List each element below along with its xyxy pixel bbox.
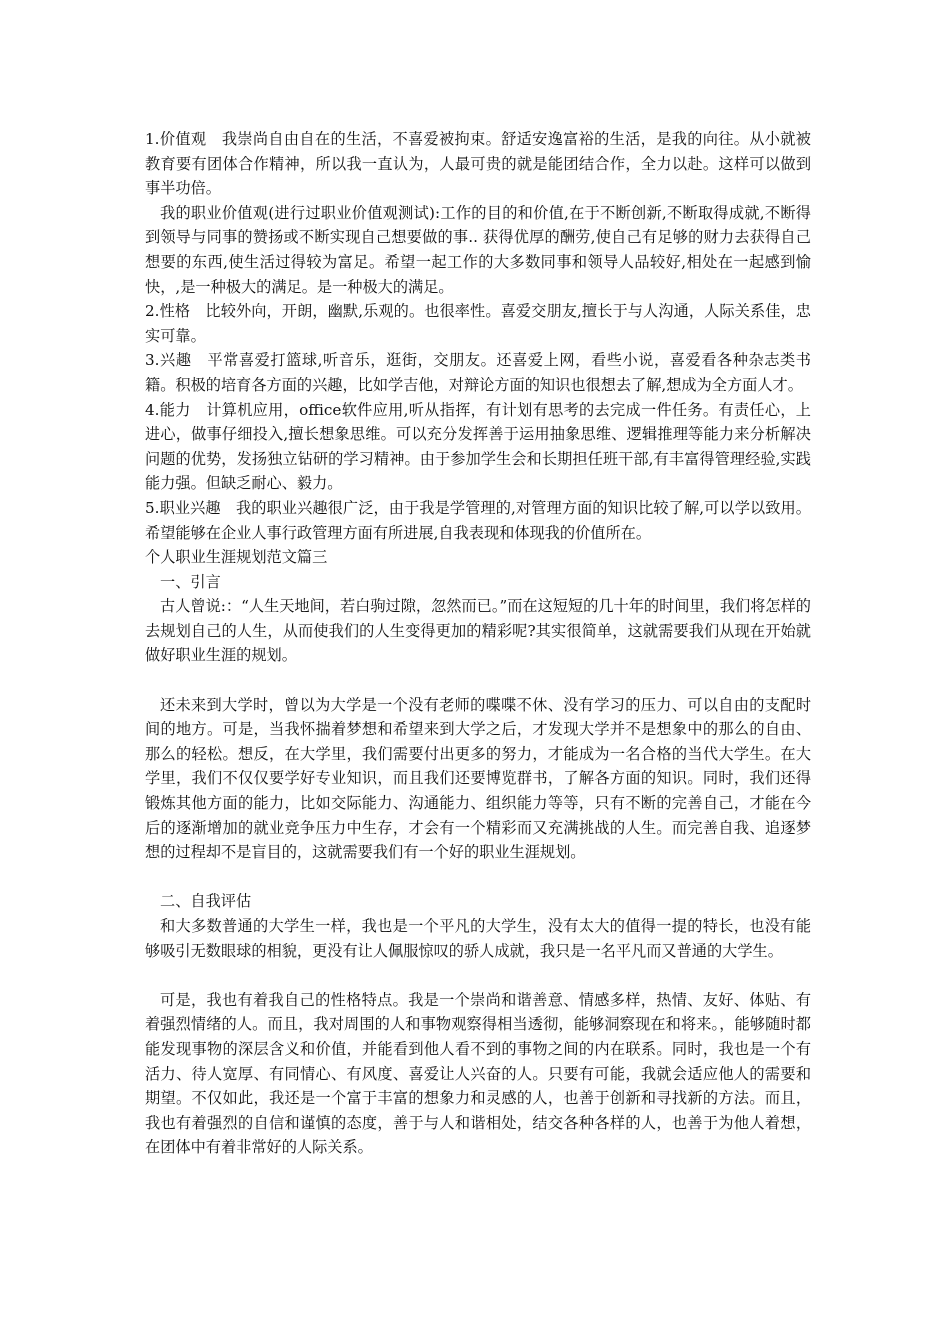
paragraph-values: 1.价值观 我崇尚自由自在的生活，不喜爱被拘束。舒适安逸富裕的生活，是我的向往。从小就被教育要有团体合作精神，所以我一直认为，人最可贵的就是能团结合作，全力以赴。这样可以做到事半功倍。: [145, 130, 811, 198]
paragraph-personality: 2.性格 比较外向，开朗，幽默,乐观的。也很率性。喜爱交朋友,擅长于与人沟通，人际关系佳，忠实可靠。: [145, 302, 811, 345]
heading-introduction: 一、引言: [160, 572, 221, 591]
paragraph-career-interests: 5.职业兴趣 我的职业兴趣很广泛，由于我是学管理的,对管理方面的知识比较了解,可以学以致用。希望能够在企业人事行政管理方面有所进展,自我表现和体现我的价值所在。: [145, 498, 811, 542]
document-body: [145, 127, 811, 1160]
section-title: 个人职业生涯规划范文篇三: [145, 548, 328, 567]
paragraph-interests: 3.兴趣 平常喜爱打篮球,听音乐，逛街，交朋友。还喜爱上网，看些小说，喜爱看各种杂志类书籍。积极的培育各方面的兴趣，比如学吉他，对辩论方面的知识也很想去了解,想成为全方面人才。: [145, 351, 811, 394]
paragraph-abilities: 4.能力 计算机应用，office软件应用,听从指挥，有计划有思考的去完成一件任务。有责任心，上进心，做事仔细投入,擅长想象思维。可以充分发挥善于运用抽象思维、逻辑推理等能力来分析解决问题的优势，发扬独立钻研的学习精神。由于参加学生会和长期担任班干部,有丰富得管理经验,实践能力强。但缺乏耐心、毅力。: [145, 400, 811, 493]
paragraph-introduction: 古人曾说:：“人生天地间，若白驹过隙，忽然而已。”而在这短短的几十年的时间里，我们将怎样的去规划自己的人生，从而使我们的人生变得更加的精彩呢?其实很简单，这就需要我们从现在开始就做好职业生涯的规划。: [145, 597, 811, 665]
paragraph-character: 可是，我也有着我自己的性格特点。我是一个崇尚和谐善意、情感多样，热情、友好、体贴、有着强烈情绪的人。而且，我对周围的人和事物观察得相当透彻，能够洞察现在和将来。，能够随时都能发现事物的深层含义和价值，并能看到他人看不到的事物之间的内在联系。同时，我也是一个有活力、待人宽厚、有同情心、有风度、喜爱让人兴奋的人。只要有可能，我就会适应他人的需要和期望。不仅如此，我还是一个富于丰富的想象力和灵感的人，也善于创新和寻找新的方法。而且，我也有着强烈的自信和谨慎的态度，善于与人和谐相处，结交各种各样的人，也善于为他人着想，在团体中有着非常好的人际关系。: [145, 990, 811, 1157]
blank-line: [145, 668, 811, 693]
blank-line: [145, 865, 811, 890]
paragraph-career-values: 我的职业价值观(进行过职业价值观测试):工作的目的和价值,在于不断创新,不断取得成就,不断得到领导与同事的赞扬或不断实现自己想要做的事.. 获得优厚的酬劳,使自己有足够的财力去获得自己想要的东西,使生活过得较为富足。希望一起工作的大多数同事和领导人品较好,相处在一起感到愉快，,是一种极大的满足。是一种极大的满足。: [145, 203, 811, 296]
paragraph-ordinary-student: 和大多数普通的大学生一样，我也是一个平凡的大学生，没有太大的值得一提的特长，也没有能够吸引无数眼球的相貌，更没有让人佩服惊叹的骄人成就，我只是一名平凡而又普通的大学生。: [145, 917, 811, 960]
blank-line: [145, 963, 811, 988]
heading-self-assessment: 二、自我评估: [160, 892, 252, 911]
paragraph-university: 还未来到大学时，曾以为大学是一个没有老师的喋喋不休、没有学习的压力、可以自由的支配时间的地方。可是，当我怀揣着梦想和希望来到大学之后，才发现大学并不是想象中的那么的自由、那么的轻松。想反，在大学里，我们需要付出更多的努力，才能成为一名合格的当代大学生。在大学里，我们不仅仅要学好专业知识，而且我们还要博览群书，了解各方面的知识。同时，我们还得锻炼其他方面的能力，比如交际能力、沟通能力、组织能力等等，只有不断的完善自己，才能在今后的逐渐增加的就业竞争压力中生存，才会有一个精彩而又充满挑战的人生。而完善自我、追逐梦想的过程却不是盲目的，这就需要我们有一个好的职业生涯规划。: [145, 695, 811, 862]
